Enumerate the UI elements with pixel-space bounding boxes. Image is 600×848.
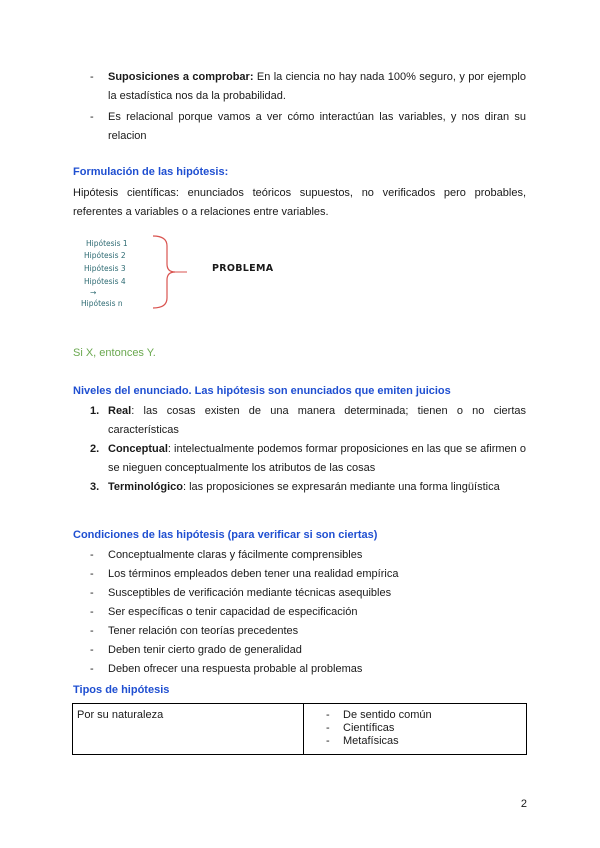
condicion-text: Tener relación con teorías precedentes [108, 625, 299, 637]
bullet-text: En la ciencia no hay nada 100% seguro, y por ejemplo la estadística nos da la probabilidad. [108, 71, 526, 102]
tipo-list-item [308, 735, 522, 748]
item-text: : las cosas existen de una manera determinada; tienen o no ciertas características [108, 405, 526, 436]
item-number: 1. [90, 405, 100, 417]
item-text: : las proposiciones se expresarán mediante una forma lingüística [182, 481, 500, 493]
item-bold: Terminológico [108, 481, 183, 493]
table-cell-naturaleza: Por su naturaleza [73, 704, 304, 755]
condicion-text: Conceptualmente claras y fácilmente comprensibles [108, 549, 363, 561]
diagram-item: Hipótesis 3 [84, 264, 126, 273]
condicion-text: Los términos empleados deben tener una realidad empírica [108, 568, 399, 580]
condicion-text: Ser específicas o tenir capacidad de especificación [108, 606, 358, 618]
tipos-heading: Tipos de hipótesis [73, 684, 170, 696]
item-number: 3. [90, 481, 100, 493]
dash-marker: - [90, 568, 94, 580]
dash-marker: - [90, 71, 94, 83]
tipo-list-item [308, 709, 522, 722]
tipo-text: Metafísicas [343, 735, 399, 747]
dash-marker: - [90, 111, 94, 123]
condicion-item [90, 641, 526, 660]
diagram-item: Hipótesis 4 [84, 277, 126, 286]
curly-brace [145, 232, 195, 312]
bullet-suposiciones [90, 68, 526, 106]
bullet-relacional [90, 108, 526, 146]
dash-marker: - [326, 709, 330, 721]
dash-marker: - [90, 587, 94, 599]
tipos-table [72, 703, 527, 755]
nivel-conceptual [90, 440, 526, 478]
dash-marker: - [90, 644, 94, 656]
dash-marker: - [90, 606, 94, 618]
dash-marker: - [90, 663, 94, 675]
tipo-list-item [308, 722, 522, 735]
page-number: 2 [520, 798, 527, 810]
condiciones-heading: Condiciones de las hipótesis (para verificar si son ciertas) [73, 529, 378, 541]
condicion-text: Deben tenir cierto grado de generalidad [108, 644, 302, 656]
dash-marker: - [326, 722, 330, 734]
dash-marker: - [326, 735, 330, 747]
formulacion-heading: Formulación de las hipótesis: [73, 166, 229, 178]
item-bold: Conceptual [108, 443, 168, 455]
dash-marker: - [90, 625, 94, 637]
condicion-item [90, 565, 526, 584]
condicion-item [90, 603, 526, 622]
tipo-text: De sentido común [343, 709, 432, 721]
table-row [73, 704, 527, 755]
condicion-text: Susceptibles de verificación mediante técnicas asequibles [108, 587, 392, 599]
si-x-entonces-y: Si X, entonces Y. [73, 347, 156, 359]
nivel-real [90, 402, 526, 440]
diagram-item: Hipótesis 2 [84, 251, 126, 260]
condicion-item [90, 622, 526, 641]
condicion-text: Deben ofrecer una respuesta probable al problemas [108, 663, 363, 675]
diagram-target: PROBLEMA [212, 263, 274, 274]
formulacion-paragraph: Hipótesis científicas: enunciados teóricos supuestos, no verificados pero probables, referentes a variables o a relaciones entre variables. [73, 187, 526, 218]
tipo-text: Científicas [343, 722, 395, 734]
condicion-item [90, 584, 526, 603]
condicion-item [90, 660, 526, 679]
item-number: 2. [90, 443, 100, 455]
condicion-item [90, 546, 526, 565]
bullet-bold: Suposiciones a comprobar: [108, 71, 254, 83]
table-cell-tipos [304, 704, 527, 755]
nivel-terminologico [90, 478, 526, 497]
diagram-item: Hipótesis n [81, 299, 123, 308]
item-bold: Real [108, 405, 132, 417]
bullet-text: Es relacional porque vamos a ver cómo interactúan las variables, y nos diran su relacion [108, 111, 526, 142]
niveles-heading: Niveles del enunciado. Las hipótesis son enunciados que emiten juicios [73, 385, 451, 397]
diagram-arrow: → [90, 288, 97, 297]
dash-marker: - [90, 549, 94, 561]
diagram-item: Hipótesis 1 [86, 239, 128, 248]
item-text: : intelectualmente podemos formar proposiciones en las que se afirmen o se nieguen conceptualmente los atributos de las cosas [108, 443, 526, 474]
